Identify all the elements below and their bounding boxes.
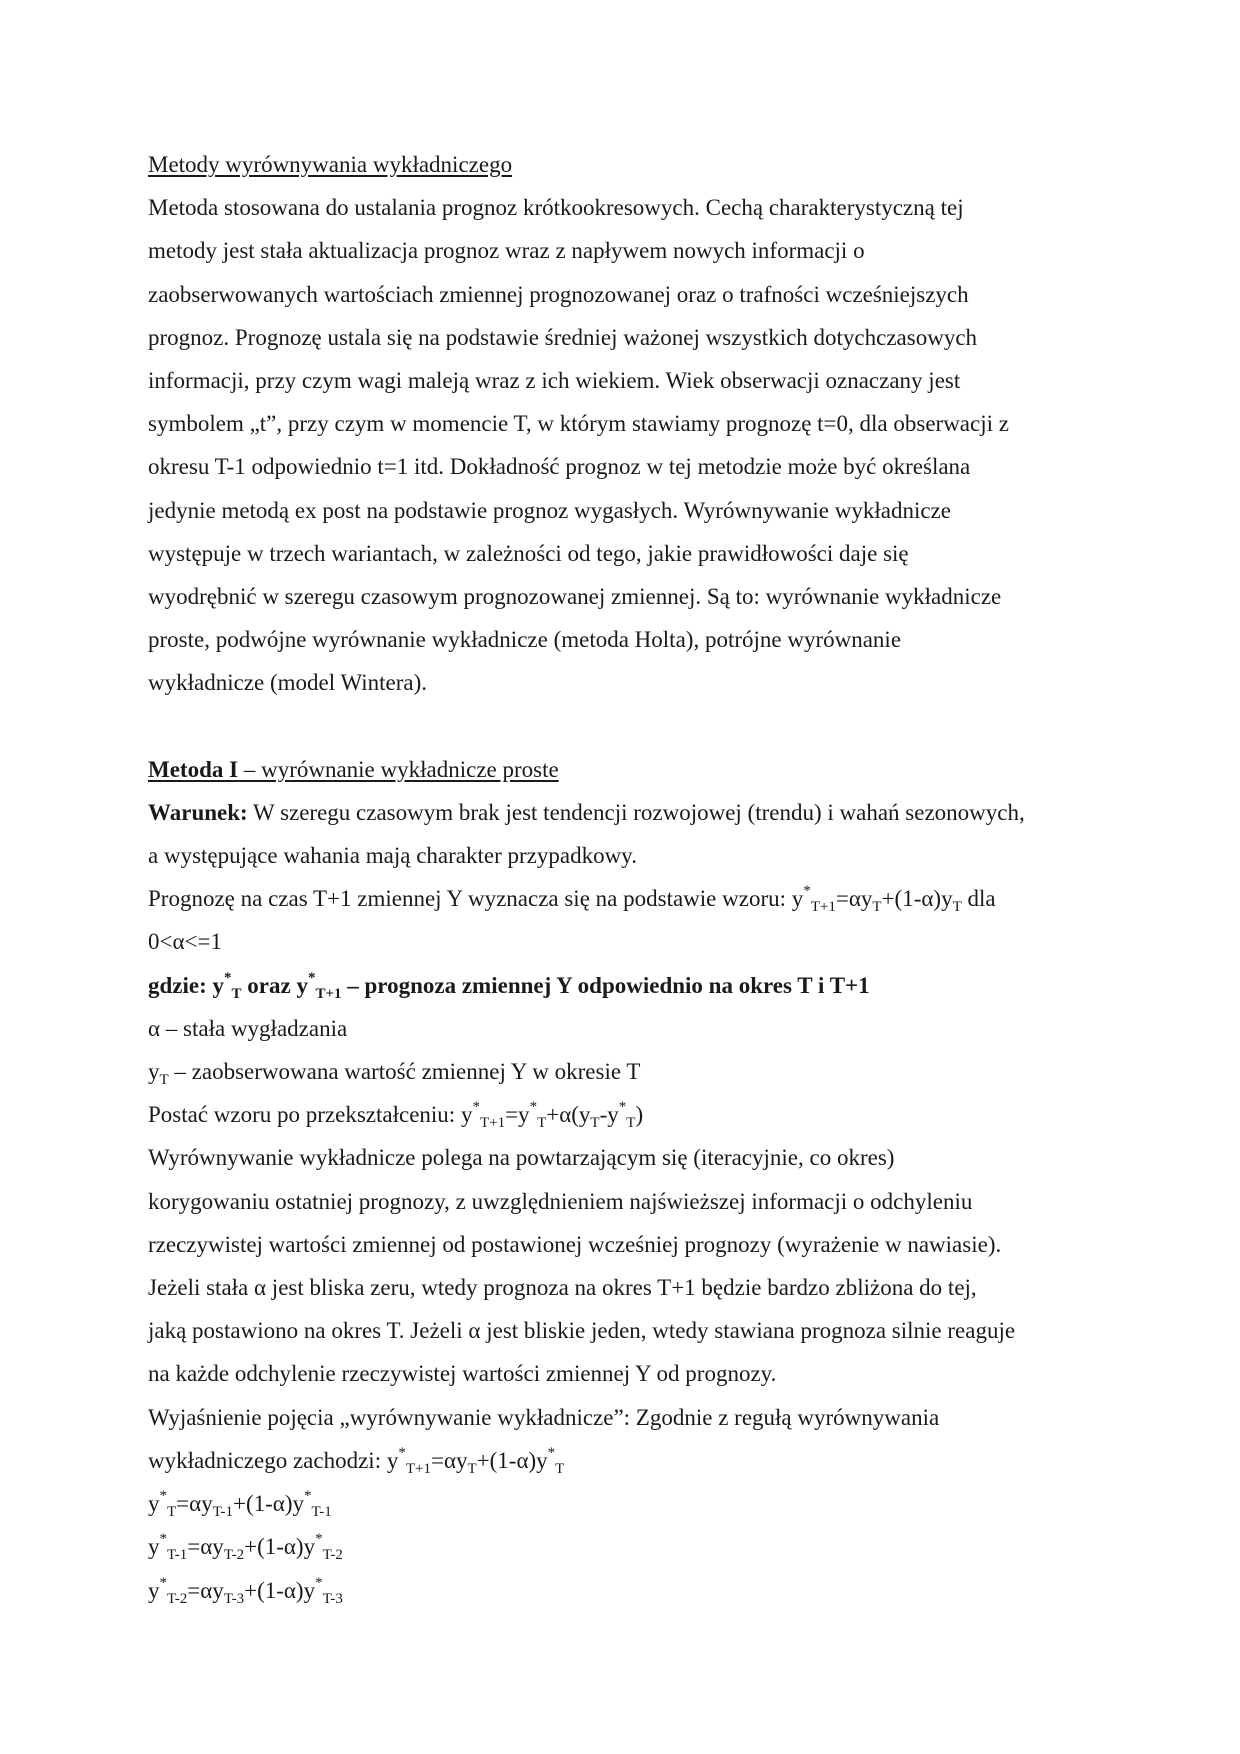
explanation-line: na każde odchylenie rzeczywistej wartości zmiennej Y od prognozy. bbox=[148, 1361, 777, 1387]
recursion-formula-3: $y^*_{T-2}=\alpha y_{T-3}+(1-\alpha)y^*_{T-3}$ bbox=[148, 1574, 343, 1607]
section-heading-bold: Metoda I bbox=[148, 756, 239, 782]
explanation-paragraph bbox=[148, 1136, 1108, 1395]
intro-line: metody jest stała aktualizacja prognoz wraz z napływem nowych informacji o bbox=[148, 238, 865, 264]
explanation-line: Wyrównywanie wykładnicze polega na powtarzającym się (iteracyjnie, co okres) bbox=[148, 1145, 895, 1171]
intro-line: Metoda stosowana do ustalania prognoz krótkookresowych. Cechą charakterystyczną tej bbox=[148, 195, 964, 221]
document-body bbox=[148, 143, 1108, 1612]
explanation-line: jaką postawiono na okres T. Jeżeli α jest bliskie jeden, wtedy stawiana prognoza silnie reaguje bbox=[148, 1318, 1016, 1344]
forecast-formula-line bbox=[148, 877, 1108, 920]
term-line-2: wykładniczego zachodzi: $y^*_{T+1}=\alpha y_T+(1-\alpha)y^*_T$ bbox=[148, 1444, 565, 1477]
definition-forecast: gdzie: $y^*_T$ oraz $y^*_{T+1}$ – prognoza zmiennej Y odpowiednio na okres T i T+1 bbox=[148, 969, 870, 1002]
intro-line: informacji, przy czym wagi maleją wraz z ich wiekiem. Wiek obserwacji oznaczany jest bbox=[148, 368, 961, 394]
def-forecast-rest: – prognoza zmiennej Y odpowiednio na okres T i T+1 bbox=[341, 972, 870, 998]
intro-line: okresu T-1 odpowiednio t=1 itd. Dokładność prognoz w tej metodzie może być określana bbox=[148, 454, 971, 480]
term-line-1: Wyjaśnienie pojęcia „wyrównywanie wykładnicze”: Zgodnie z regułą wyrównywania bbox=[148, 1404, 940, 1430]
condition-label: Warunek: bbox=[148, 799, 248, 825]
recursion-formula-2: $y^*_{T-1}=\alpha y_{T-2}+(1-\alpha)y^*_{T-2}$ bbox=[148, 1531, 343, 1564]
def-gdzie: gdzie: bbox=[148, 972, 213, 998]
def-oraz: oraz bbox=[241, 972, 297, 998]
term-line-2-text: wykładniczego zachodzi: bbox=[148, 1447, 387, 1473]
recursion-formula-1: $y^*_T=\alpha y_{T-1}+(1-\alpha)y^*_{T-1}$ bbox=[148, 1488, 332, 1521]
definition-alpha: α – stała wygładzania bbox=[148, 1015, 348, 1041]
intro-line: wykładnicze (model Wintera). bbox=[148, 670, 428, 696]
explanation-line: rzeczywistej wartości zmiennej od postawionej wcześniej prognozy (wyrażenie w nawiasie). bbox=[148, 1231, 1002, 1257]
condition-line bbox=[148, 791, 1108, 834]
intro-line: symbolem „t”, przy czym w momencie T, w którym stawiamy prognozę t=0, dla obserwacji z bbox=[148, 411, 1009, 437]
section-heading bbox=[148, 748, 1108, 791]
condition-text: W szeregu czasowym brak jest tendencji rozwojowej (trendu) i wahań sezonowych, bbox=[247, 799, 1025, 825]
forecast-text: Prognozę na czas T+1 zmiennej Y wyznacza się na podstawie wzoru: bbox=[148, 886, 792, 912]
forecast-formula: $y^*_{T+1}=\alpha y_T+(1-\alpha)y_T$ dla bbox=[791, 883, 996, 916]
page-title: Metody wyrównywania wykładniczego bbox=[148, 152, 513, 177]
explanation-line: Jeżeli stała α jest bliska zeru, wtedy prognoza na okres T+1 będzie bardzo zbliżona do tej, bbox=[148, 1275, 977, 1301]
section-heading-rest: – wyrównanie wykładnicze proste bbox=[238, 756, 559, 782]
explanation-line: korygowaniu ostatniej prognozy, z uwzględnieniem najświeższej informacji o odchyleniu bbox=[148, 1188, 973, 1214]
intro-line: jedynie metodą ex post na podstawie prognoz wygasłych. Wyrównywanie wykładnicze bbox=[148, 497, 951, 523]
intro-line: wyodrębnić w szeregu czasowym prognozowanej zmiennej. Są to: wyrównanie wykładnicze bbox=[148, 584, 1002, 610]
alpha-range: 0<α<=1 bbox=[148, 929, 222, 955]
intro-line: prognoz. Prognozę ustala się na podstawie średniej ważonej wszystkich dotychczasowych bbox=[148, 324, 978, 350]
transformed-formula-line: Postać wzoru po przekształceniu: $y^*_{T+1}=y^*_T+\alpha(y_T-y^*_T)$ bbox=[148, 1099, 644, 1132]
condition-line-2: a występujące wahania mają charakter przypadkowy. bbox=[148, 843, 637, 869]
transformed-label: Postać wzoru po przekształceniu: bbox=[148, 1102, 461, 1128]
intro-line: proste, podwójne wyrównanie wykładnicze (metoda Holta), potrójne wyrównanie bbox=[148, 627, 902, 653]
intro-line: występuje w trzech wariantach, w zależności od tego, jakie prawidłowości daje się bbox=[148, 540, 909, 566]
def-observed-rest: – zaobserwowana wartość zmiennej Y w okresie T bbox=[168, 1059, 641, 1085]
intro-line: zaobserwowanych wartościach zmiennej prognozowanej oraz o trafności wcześniejszych bbox=[148, 281, 969, 307]
intro-paragraph bbox=[148, 186, 1108, 704]
definition-observed: $y_T$ – zaobserwowana wartość zmiennej Y w okresie T bbox=[148, 1059, 641, 1089]
paragraph-gap bbox=[148, 705, 1108, 748]
